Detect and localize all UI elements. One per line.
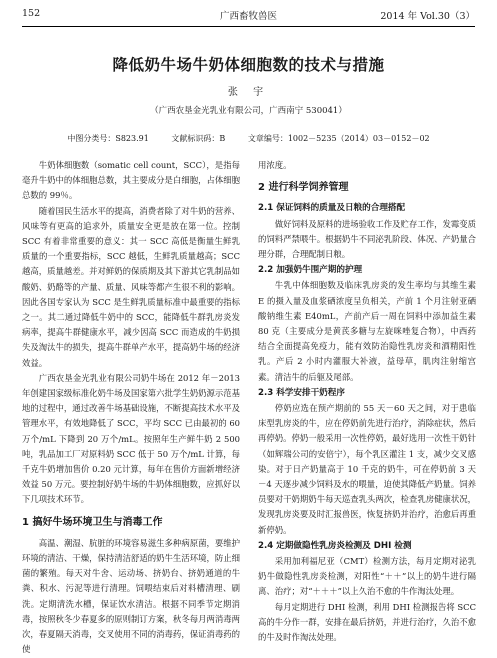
running-header: [22, 8, 475, 24]
article-title: 降低奶牛场牛奶体细胞数的技术与措施: [112, 55, 385, 74]
article-number: 文章编号：1002－5235（2014）03－0152－02: [247, 134, 430, 143]
subsection-heading-2-4: 2.4 定期做隐性乳房炎检测及 DHI 检测: [258, 540, 412, 551]
paragraph-perinatal-care: 牛乳中体细胞数及临床乳房炎的发生率均与其维生素 E 的摄入量及血浆硒浓度呈负相关，产前 1 个月注射亚硒酸钠维生素 E40mL，产前产后一周在饲料中添加益生素 80 克（主要成分是黄芪多糖与左旋咪唑复合物），中西药结合全面提高免疫力，能有效防治隐性乳房炎和酒精阳性乳。产后 2 小时内灌服大补液，益母草，肌肉注射缩宫素。清洁牛的后躯及尾部。: [258, 280, 476, 382]
paragraph-dry-off: 停奶应选在预产期前的 55 天－60 天之间，对于患临床型乳房炎的牛，应在停奶前先进行治疗，消除症状，然后再停奶。停奶一般采用一次性停奶，最好选用一次性干奶针（如辉瑞公司的安倍宁），每个乳区灌注 1 支，减少交叉感染。对于日产奶量高于 10 千克的奶牛，可在停奶前 3 天－4 天逐步减少饲料及水的喂量，迫使其降低产奶量。饲养员要对干奶期奶牛每天巡查乳头两次，检查乳房健康状况，发现乳房炎要及时汇报兽医，恢复挤奶并治疗，治愈后再重新停奶。: [258, 403, 476, 535]
paragraph-scc-importance: 随着国民生活水平的提高，消费者除了对牛奶的营养、风味等有更高的追求外，质量安全更是放在第一位。控制 SCC 有着非常重要的意义：其一 SCC 高低是衡量生鲜乳质量的一个重要指标，SCC 越低，生鲜乳质量越高；SCC 越高，质量越差。并对鲜奶的保质期及其下游其它乳制品如酸奶、奶酪等的产量、质量、风味等都产生很不利的影响。因此各国专家认为 SCC 是生鲜乳质量标准中最重要的指标之一。其二通过降低牛奶中的 SCC，能降低牛群乳房炎发病率，提高牛群健康水平，减少因高 SCC 而造成的牛奶损失及淘汰牛的损失，提高牛群单产水平，提高奶牛场的经济效益。: [22, 205, 240, 368]
paragraph-hygiene: 高温、潮湿、肮脏的环境容易滋生多种病原菌，要维护环境的清洁、干燥，保持清洁舒适的奶牛生活环境，防止细菌的繁殖。每天对牛舍、运动场、挤奶台、挤奶通道的牛粪、积水、污泥等进行清理。饲喂结束后对料槽清理、刷洗。定期清洗水槽，保证饮水清洁。根据不同季节定期消毒，按照秋冬少春夏多的原则制订方案，秋冬每月两消毒两次，春夏隔天消毒，交叉使用不同的消毒药，保证消毒药的使: [22, 537, 240, 655]
journal-name: 广西畜牧兽医: [219, 11, 277, 22]
subsection-heading-2-2: 2.2 加强奶牛围产期的护理: [258, 265, 363, 276]
article-author: 张 宇: [227, 87, 270, 98]
paragraph-scc-definition: 牛奶体细胞数（somatic cell count，SCC），是指每毫升牛奶中的体细胞总数，其主要成分是白细胞，占体细胞总数的 99％。: [22, 160, 240, 201]
paragraph-company-results: 广西农垦金光乳业有限公司奶牛场在 2012 年－2013 年创建国家级标准化奶牛场及国家第六批学生奶奶源示范基地的过程中，通过改善牛场基础设施，不断提高技术水平及管理水平，有效地降低了 SCC，平均 SCC 已由最初的 60 万个/mL 下降到 20 万个/mL。按照年生产鲜牛奶 2 500 吨，乳品加工厂对原料奶 SCC 低于 50 万个/mL 计算，每千克牛奶增加售价 0.20 元计算，每年在售价方面新增经济效益 50 万元。要控制好奶牛场的牛奶体细胞数，应抓好以下几项技术环节。: [22, 372, 240, 505]
paragraph-continued: 用浓度。: [258, 160, 292, 170]
article-metadata: [0, 133, 497, 144]
right-column: [258, 158, 476, 645]
paragraph-dhi-test: 每月定期进行 DHI 检测，利用 DHI 检测报告将 SCC 高的牛分作一群，安排在最后挤奶，并进行治疗，久治不愈的牛及时作淘汰处理。: [258, 601, 476, 643]
journal-volume: 2014 年 Vol.30（3）: [380, 11, 475, 22]
header-rule: [22, 26, 475, 27]
author-affiliation: （广西农垦金光乳业有限公司，广西南宁 530041）: [150, 106, 347, 116]
paragraph-feed-quality: 做好饲料及原料的进场验收工作及贮存工作，发霉变质的饲料严禁喂牛。根据奶牛不同泌乳阶段、体况、产奶量合理分群，合理配制日粮。: [258, 218, 476, 260]
clc-number: 中图分类号：S823.91: [67, 134, 149, 143]
section-heading-1: 1 搞好牛场环境卫生与消毒工作: [22, 516, 163, 528]
section-heading-2: 2 进行科学饲养管理: [258, 182, 349, 194]
document-code: 文献标识码：B: [171, 134, 226, 143]
paragraph-cmt-test: 采用加利福尼亚（CMT）检测方法，每月定期对泌乳奶牛做隐性乳房炎检测，对阳性“＋＋”以上的奶牛进行隔离、治疗；对“＋＋＋”以上久治不愈的牛作淘汰处理。: [258, 556, 476, 597]
page-number: 152: [22, 8, 41, 19]
subsection-heading-2-3: 2.3 科学安排干奶程序: [258, 387, 345, 398]
left-column: [22, 158, 240, 658]
subsection-heading-2-1: 2.1 保证饲料的质量及日粮的合理搭配: [258, 203, 406, 214]
